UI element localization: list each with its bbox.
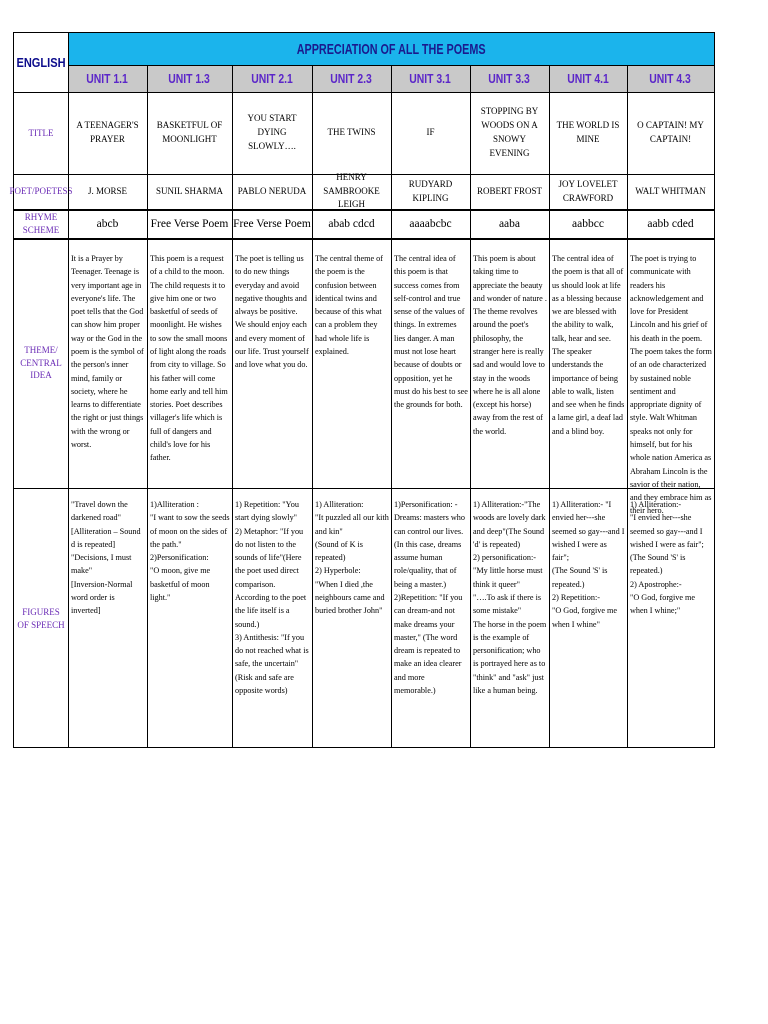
unit-heading — [391, 65, 470, 92]
poem-title: BASKETFUL OF MOONLIGHT — [156, 120, 223, 144]
figure-line: 2) Apostrophe:- — [630, 579, 682, 589]
central-idea: This poem is about taking time to appreciate the beauty and wonder of nature . The theme revolves around the poet's philosophy, the stranger here is really sad and would love to stay in the woods where he is all alone (except his horse) away from the rest of the world. — [473, 254, 547, 436]
subject-label: ENGLISH — [16, 54, 66, 70]
poet-name: PABLO NERUDA — [237, 185, 307, 196]
row-label-theme: THEME/ CENTRAL IDEA — [20, 345, 62, 381]
figure-line: 2) Repetition:- — [552, 592, 600, 602]
unit-heading-text: UNIT 3.1 — [409, 71, 452, 86]
poet-name: ROBERT FROST — [476, 185, 543, 196]
central-idea: It is a Prayer by Teenager. Teenage is very important age in everyone's life. The poet tells that the God can show him proper way or the God in the poem is the symbol of the person's inner mind, family or society, where he learns to differentiate the right or just things with the wrong or worst. — [71, 254, 144, 449]
figure-line: 2) personification:- "My little horse must think it queer" — [473, 553, 543, 589]
rhyme-scheme: abab cdcd — [328, 217, 375, 230]
central-idea: The central theme of the poem is the confusion between identical twins and because of this what can a problem they had whole life is explained. — [315, 254, 383, 356]
figures-of-speech — [232, 496, 312, 749]
figures-of-speech — [627, 496, 714, 749]
figure-line: 2)Personification: — [150, 553, 209, 563]
rhyme-scheme: Free Verse Poem — [150, 217, 229, 230]
unit-heading-text: UNIT 2.1 — [251, 71, 293, 86]
figure-line: "….To ask if there is some mistake" — [473, 592, 542, 616]
poet-name: J. MORSE — [87, 185, 127, 196]
unit-heading-text: UNIT 4.1 — [567, 71, 609, 86]
poem-title: THE WORLD IS MINE — [556, 120, 620, 144]
row-label-rhyme: RHYME SCHEME — [22, 211, 60, 235]
poet-name: RUDYARD KIPLING — [408, 178, 453, 203]
page-title — [68, 33, 714, 65]
figures-of-speech — [312, 496, 391, 749]
figure-line: 1) Repetition: "You start dying slowly" — [235, 500, 299, 523]
rhyme-scheme: aabb cded — [647, 217, 694, 230]
figure-line: (Risk and safe are opposite words) — [235, 672, 294, 695]
row-divider — [14, 209, 714, 211]
figure-line: 1) Alliteration: — [315, 500, 364, 509]
figure-line: 2) Metaphor: "If you do not listen to the sounds of life"(Here the poet used direct comparison. According to the poet the life itself is a sound.) — [235, 526, 307, 629]
figure-line: [Inversion-Normal word order is inverted] — [71, 579, 133, 616]
figure-line: "I want to sow the seeds of moon on the sides of the path." — [150, 513, 230, 549]
figure-line: (Sound of K is repeated) — [315, 539, 363, 563]
figure-line: "It puzzled all our kith and kin" — [315, 513, 389, 536]
column-divider — [391, 65, 392, 747]
column-divider — [312, 65, 313, 747]
rhyme-scheme: Free Verse Poem — [233, 217, 311, 230]
rhyme-scheme: aaba — [498, 217, 521, 230]
poet-name: SUNIL SHARMA — [156, 185, 223, 196]
figure-line: 1) Alliteration:-"The woods are lovely dark and deep"(The Sound 'd' is repeated) — [473, 500, 546, 549]
unit-heading — [627, 65, 714, 92]
row-label-poet: POET/POETESS — [9, 186, 73, 197]
central-idea: The central idea of the poem is that all of us should look at life as a blessing because we are blessed with the ability to walk, talk, hear and see. The speaker understands the importance of being able to walk, listen and see when he finds a lame girl, a deaf lad and a blind boy. — [552, 254, 625, 436]
figure-line: (In this case, dreams assume human role/quality, that of being a master.) — [394, 539, 462, 589]
figure-line: 2) Hyperbole: — [315, 566, 361, 576]
figure-line: 3) Antithesis: "If you do not reached what is safe, the uncertain" — [235, 632, 309, 669]
poem-title: STOPPING BY WOODS ON A SNOWY EVENING — [480, 106, 539, 158]
poet-name: JOY LOVELET CRAWFORD — [558, 178, 618, 203]
unit-heading-text: UNIT 3.3 — [488, 71, 531, 86]
column-divider — [549, 65, 550, 747]
central-idea: The central idea of this poem is that success comes from self-control and true sense of the values of things. In extremes lies danger. A man must not lose heart because of doubts or opposition, yet he must do his best to see the grounds for both. — [394, 254, 468, 410]
unit-heading — [312, 65, 391, 92]
figure-line: (The Sound 'S' is repeated.) — [552, 566, 608, 589]
poem-title: A TEENAGER'S PRAYER — [76, 120, 139, 144]
figure-line: The horse in the poem is the example of personification; who is portrayed here as to "think" and "ask" just like a human being. — [473, 619, 547, 695]
poems-table — [9, 32, 715, 748]
figure-line: 1) Alliteration:- "I envied her---she seemed so gay---and I wished I were as fair"; — [552, 500, 625, 563]
column-divider — [147, 65, 148, 747]
page-title-text: APPRECIATION OF ALL THE POEMS — [296, 40, 486, 58]
poem-title: YOU START DYING SLOWLY…. — [247, 113, 297, 151]
rhyme-scheme: aabbcc — [572, 217, 604, 230]
figure-line: 1)Personification: -Dreams: masters who can control our lives. — [394, 500, 465, 536]
figures-of-speech — [470, 496, 549, 749]
figure-line: "O God, forgive me when I whine;" — [630, 592, 696, 616]
figures-of-speech — [391, 496, 470, 749]
row-divider — [68, 65, 714, 66]
column-divider — [470, 65, 471, 747]
column-divider — [68, 33, 69, 747]
unit-heading — [68, 65, 147, 92]
row-divider — [14, 92, 714, 93]
poem-title: THE TWINS — [327, 127, 376, 138]
row-divider — [14, 238, 714, 240]
rhyme-scheme: abcb — [96, 217, 119, 230]
unit-heading — [232, 65, 312, 92]
central-idea: This poem is a request of a child to the moon. The child requests it to give him one or two basketful of seeds of moonlight. He wishes to sow the small moons of light along the roads from city to village. So his father will come home early and tell him stories. Poet describes villager's life which is full of dangers and child's love for his father. — [150, 254, 228, 463]
figures-of-speech — [549, 496, 627, 749]
unit-heading-text: UNIT 4.3 — [649, 71, 692, 86]
figure-line: 2)Repetition: "If you can dream-and not make dreams your master," (The word dream is repeated to make an idea clearer and more memorable.) — [394, 592, 463, 695]
figure-line: (The Sound 'S' is repeated.) — [630, 553, 686, 576]
figures-of-speech — [68, 496, 147, 749]
unit-heading-text: UNIT 2.3 — [330, 71, 373, 86]
column-divider — [232, 65, 233, 747]
figure-line: "I envied her---she seemed so gay---and I wished I were as fair"; — [630, 513, 704, 549]
poem-title: IF — [426, 127, 435, 138]
figure-line: 1)Alliteration : — [150, 500, 199, 509]
figures-of-speech — [147, 496, 232, 749]
unit-heading-text: UNIT 1.3 — [168, 71, 211, 86]
row-divider — [14, 174, 714, 175]
figure-line: "When I died ,the neighbours came and buried brother John" — [315, 579, 385, 616]
row-divider — [14, 488, 714, 489]
rhyme-scheme: aaaabcbc — [409, 217, 452, 230]
unit-heading — [147, 65, 232, 92]
row-label-figures: FIGURES OF SPEECH — [17, 606, 65, 630]
row-label-title: TITLE — [28, 127, 54, 138]
figure-line: "Travel down the darkened road" — [71, 500, 128, 523]
central-idea: The poet is trying to communicate with readers his acknowledgement and love for President Lincoln and his grief of his death in the poem. The poem takes the form of an ode characterized by sustained noble sentiment and appropriate dignity of style. Walt Whitman speaks not only for himself, but for his whole nation America as Abraham Lincoln is the savior of their nation, and they embrace him as their hero. — [630, 254, 712, 516]
figure-line: "O God, forgive me when I whine" — [552, 606, 618, 629]
unit-heading — [549, 65, 627, 92]
figure-line: "O moon, give me basketful of moon light." — [150, 566, 211, 602]
unit-heading-text: UNIT 1.1 — [86, 71, 129, 86]
poet-name: HENRY SAMBROOKE LEIGH — [323, 171, 380, 210]
unit-heading — [470, 65, 549, 92]
figure-line: 1) Alliteration:- — [630, 500, 682, 509]
column-divider — [627, 65, 628, 747]
figure-line: [Alliteration – Sound d is repeated] "Decisions, I must make" — [71, 526, 141, 576]
central-idea: The poet is telling us to do new things everyday and avoid negative thoughts and always be positive. We should enjoy each and every moment of our life. Trust yourself and love what you do. — [235, 254, 309, 370]
poem-title: O CAPTAIN! MY CAPTAIN! — [637, 120, 704, 144]
poet-name: WALT WHITMAN — [635, 185, 706, 196]
